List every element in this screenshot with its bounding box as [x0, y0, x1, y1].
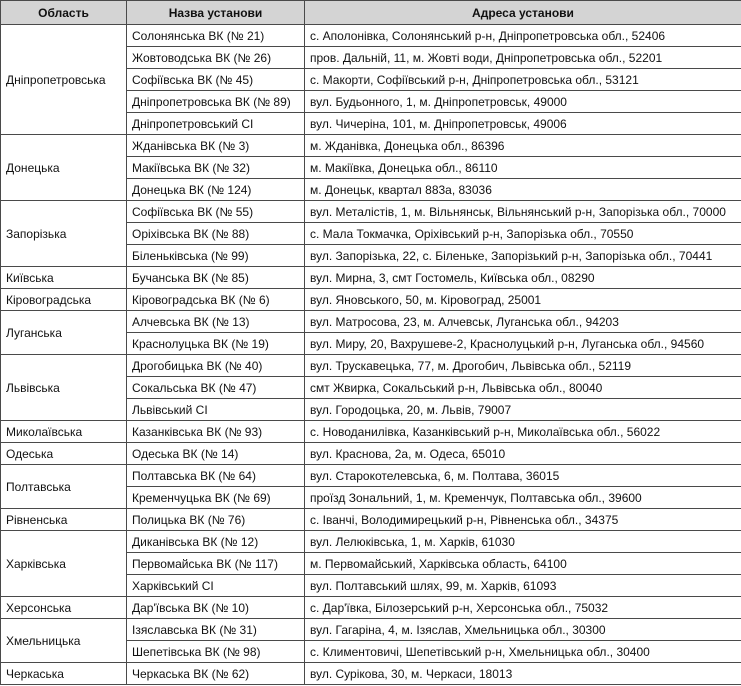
institution-name-cell: Диканівська ВК (№ 12): [127, 531, 305, 553]
institution-address-cell: проїзд Зональний, 1, м. Кременчук, Полтавська обл., 39600: [305, 487, 741, 509]
table-row: [1, 465, 741, 487]
institution-address-cell: вул. Полтавський шлях, 99, м. Харків, 61093: [305, 575, 741, 597]
table-row: [1, 619, 741, 641]
institution-address-cell: вул. Старокотелевська, 6, м. Полтава, 36015: [305, 465, 741, 487]
institution-name-cell: Донецька ВК (№ 124): [127, 179, 305, 201]
institution-address-cell: смт Жвирка, Сокальський р-н, Львівська обл., 80040: [305, 377, 741, 399]
table-row: [1, 531, 741, 553]
institution-address-cell: с. Аполонівка, Солонянський р-н, Дніпропетровська обл., 52406: [305, 25, 741, 47]
table-row: [1, 135, 741, 157]
institution-address-cell: вул. Гагаріна, 4, м. Ізяслав, Хмельницька обл., 30300: [305, 619, 741, 641]
region-cell: Київська: [1, 267, 127, 289]
region-cell: Херсонська: [1, 597, 127, 619]
table-header: [1, 1, 741, 25]
institution-name-cell: Дар'ївська ВК (№ 10): [127, 597, 305, 619]
institution-name-cell: Біленьківська (№ 99): [127, 245, 305, 267]
institution-name-cell: Алчевська ВК (№ 13): [127, 311, 305, 333]
institution-name-cell: Дніпропетровський СІ: [127, 113, 305, 135]
institution-name-cell: Бучанська ВК (№ 85): [127, 267, 305, 289]
institution-address-cell: вул. Будьонного, 1, м. Дніпропетровськ, 49000: [305, 91, 741, 113]
region-cell: Хмельницька: [1, 619, 127, 663]
institution-address-cell: вул. Мирна, 3, смт Гостомель, Київська обл., 08290: [305, 267, 741, 289]
institution-name-cell: Львівський СІ: [127, 399, 305, 421]
region-cell: Запорізька: [1, 201, 127, 267]
institution-name-cell: Черкаська ВК (№ 62): [127, 663, 305, 685]
table-row: [1, 663, 741, 685]
table-row: [1, 421, 741, 443]
institution-name-cell: Солонянська ВК (№ 21): [127, 25, 305, 47]
institution-name-cell: Жовтоводська ВК (№ 26): [127, 47, 305, 69]
table-row: [1, 25, 741, 47]
region-cell: Одеська: [1, 443, 127, 465]
header-region: Область: [1, 1, 127, 25]
institution-address-cell: вул. Трускавецька, 77, м. Дрогобич, Львівська обл., 52119: [305, 355, 741, 377]
institution-name-cell: Краснолуцька ВК (№ 19): [127, 333, 305, 355]
institution-name-cell: Первомайська ВК (№ 117): [127, 553, 305, 575]
institution-name-cell: Дніпропетровська ВК (№ 89): [127, 91, 305, 113]
institution-address-cell: м. Первомайський, Харківська область, 64100: [305, 553, 741, 575]
institution-address-cell: с. Макорти, Софіївський р-н, Дніпропетровська обл., 53121: [305, 69, 741, 91]
header-row: [1, 1, 741, 25]
table-row: [1, 289, 741, 311]
table-row: [1, 509, 741, 531]
institution-name-cell: Софіївська ВК (№ 55): [127, 201, 305, 223]
institution-address-cell: вул. Городоцька, 20, м. Львів, 79007: [305, 399, 741, 421]
region-cell: Рівненська: [1, 509, 127, 531]
institution-address-cell: м. Жданівка, Донецька обл., 86396: [305, 135, 741, 157]
institution-name-cell: Кременчуцька ВК (№ 69): [127, 487, 305, 509]
institution-name-cell: Сокальська ВК (№ 47): [127, 377, 305, 399]
region-cell: Донецька: [1, 135, 127, 201]
header-institution-name: Назва установи: [127, 1, 305, 25]
institution-name-cell: Харківський СІ: [127, 575, 305, 597]
institution-name-cell: Кіровоградська ВК (№ 6): [127, 289, 305, 311]
institution-address-cell: вул. Металістів, 1, м. Вільнянськ, Вільнянський р-н, Запорізька обл., 70000: [305, 201, 741, 223]
region-cell: Миколаївська: [1, 421, 127, 443]
institution-name-cell: Одеська ВК (№ 14): [127, 443, 305, 465]
institution-address-cell: вул. Запорізька, 22, с. Біленьке, Запорізький р-н, Запорізька обл., 70441: [305, 245, 741, 267]
institution-name-cell: Дрогобицька ВК (№ 40): [127, 355, 305, 377]
institution-name-cell: Полицька ВК (№ 76): [127, 509, 305, 531]
table-row: [1, 311, 741, 333]
institution-address-cell: вул. Краснова, 2а, м. Одеса, 65010: [305, 443, 741, 465]
header-institution-address: Адреса установи: [305, 1, 741, 25]
table-row: [1, 355, 741, 377]
institution-name-cell: Полтавська ВК (№ 64): [127, 465, 305, 487]
table-row: [1, 201, 741, 223]
table-row: [1, 443, 741, 465]
institution-name-cell: Жданівська ВК (№ 3): [127, 135, 305, 157]
table-body: [1, 25, 741, 685]
table-row: [1, 267, 741, 289]
institution-name-cell: Макіївська ВК (№ 32): [127, 157, 305, 179]
institution-address-cell: с. Дар'ївка, Білозерський р-н, Херсонська обл., 75032: [305, 597, 741, 619]
institution-address-cell: вул. Сурікова, 30, м. Черкаси, 18013: [305, 663, 741, 685]
institution-address-cell: м. Донецьк, квартал 883а, 83036: [305, 179, 741, 201]
region-cell: Кіровоградська: [1, 289, 127, 311]
institution-address-cell: вул. Матросова, 23, м. Алчевськ, Луганська обл., 94203: [305, 311, 741, 333]
institution-address-cell: с. Іванчі, Володимирецький р-н, Рівненська обл., 34375: [305, 509, 741, 531]
table-row: [1, 597, 741, 619]
institution-address-cell: пров. Дальній, 11, м. Жовті води, Дніпропетровська обл., 52201: [305, 47, 741, 69]
region-cell: Дніпропетровська: [1, 25, 127, 135]
institution-name-cell: Казанківська ВК (№ 93): [127, 421, 305, 443]
region-cell: Полтавська: [1, 465, 127, 509]
institution-name-cell: Оріхівська ВК (№ 88): [127, 223, 305, 245]
institution-address-cell: м. Макіївка, Донецька обл., 86110: [305, 157, 741, 179]
institution-address-cell: с. Мала Токмачка, Оріхівський р-н, Запорізька обл., 70550: [305, 223, 741, 245]
institution-address-cell: с. Климентовичі, Шепетівський р-н, Хмельницька обл., 30400: [305, 641, 741, 663]
institution-address-cell: с. Новоданилівка, Казанківський р-н, Миколаївська обл., 56022: [305, 421, 741, 443]
institution-address-cell: вул. Миру, 20, Вахрушеве-2, Краснолуцький р-н, Луганська обл., 94560: [305, 333, 741, 355]
region-cell: Львівська: [1, 355, 127, 421]
institution-address-cell: вул. Яновського, 50, м. Кіровоград, 25001: [305, 289, 741, 311]
institution-address-cell: вул. Лелюківська, 1, м. Харків, 61030: [305, 531, 741, 553]
institution-name-cell: Шепетівська ВК (№ 98): [127, 641, 305, 663]
region-cell: Луганська: [1, 311, 127, 355]
institution-address-cell: вул. Чичеріна, 101, м. Дніпропетровськ, 49006: [305, 113, 741, 135]
institution-name-cell: Софіївська ВК (№ 45): [127, 69, 305, 91]
region-cell: Черкаська: [1, 663, 127, 685]
region-cell: Харківська: [1, 531, 127, 597]
institution-name-cell: Ізяславська ВК (№ 31): [127, 619, 305, 641]
